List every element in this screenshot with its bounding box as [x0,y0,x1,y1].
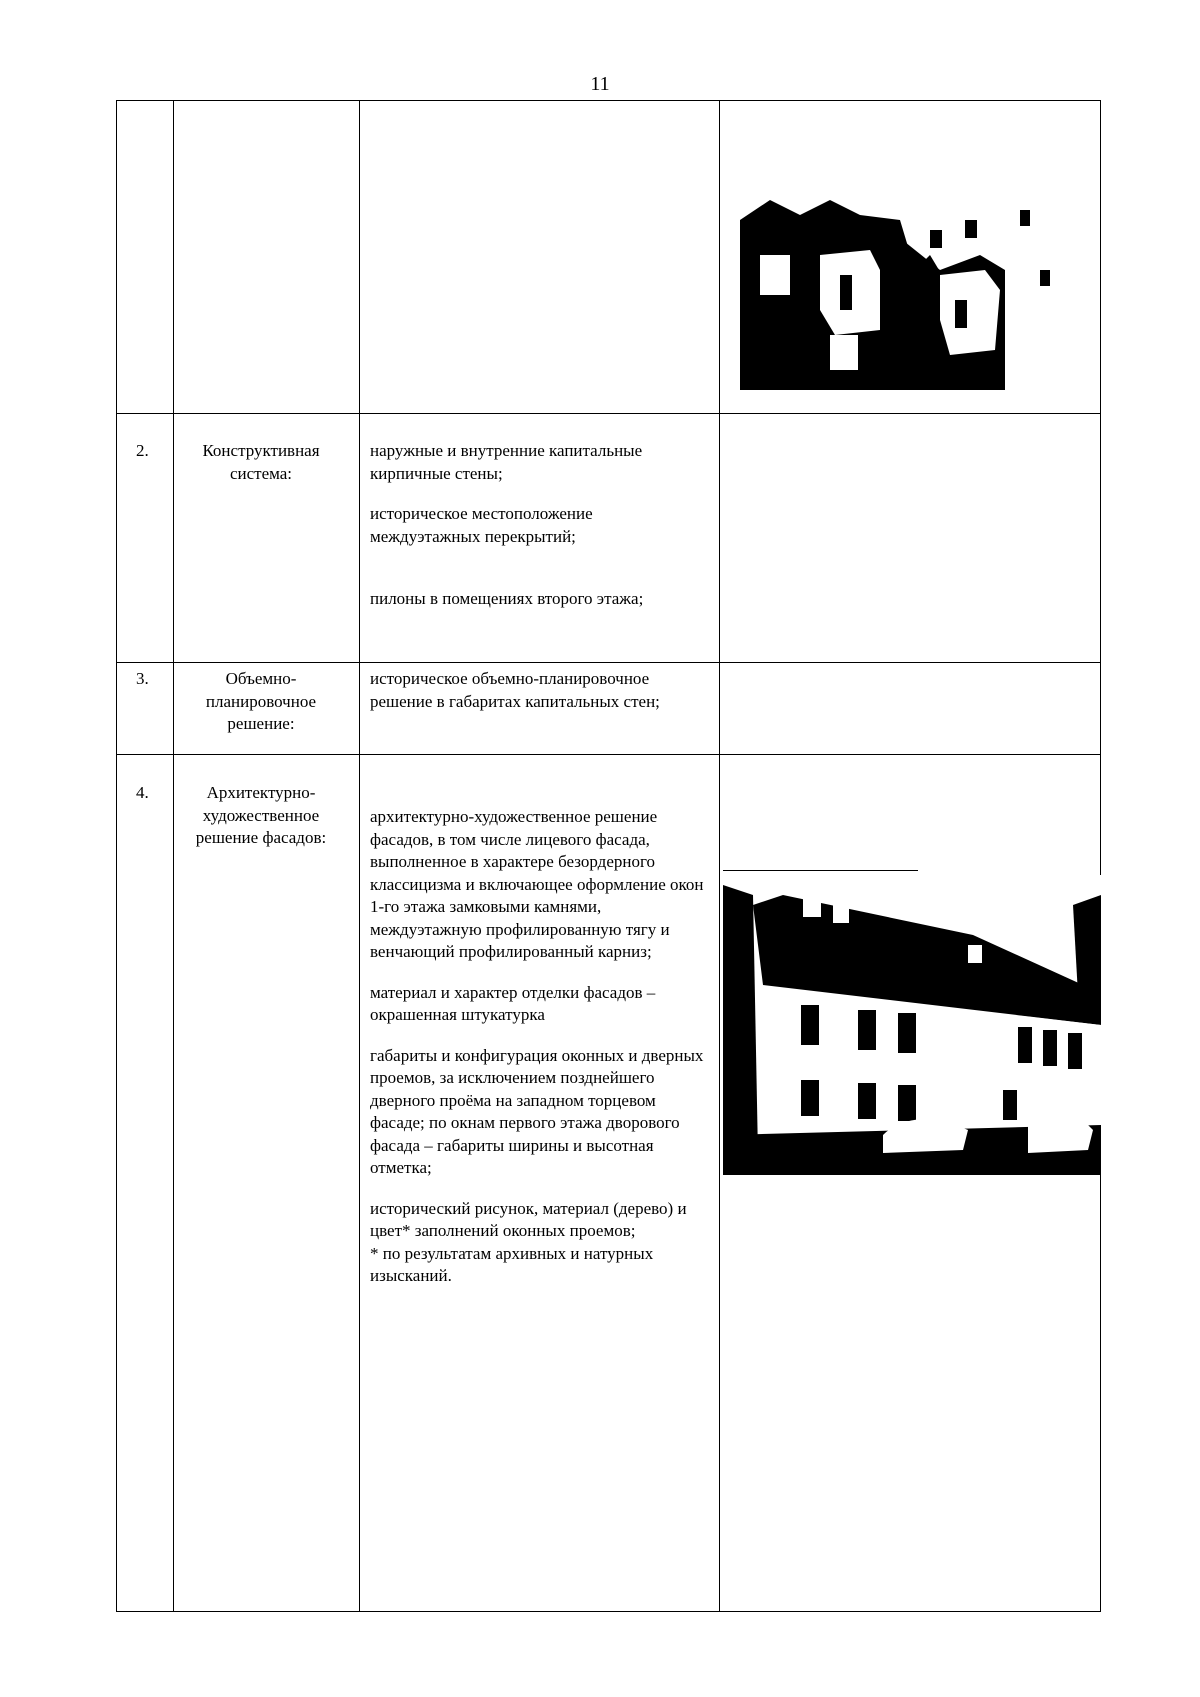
requirement-item: историческое объемно-планировочное решение в габаритах капитальных стен; [370,669,660,711]
requirement-item: наружные и внутренние капитальные кирпичные стены; [370,441,643,483]
row-requirements [370,806,705,1288]
building-photo-facade [723,875,1101,1175]
photo-frame-line [723,870,918,871]
requirements-table [116,100,1101,1612]
requirement-item: архитектурно-художественное решение фасадов, в том числе лицевого фасада, выполненное в характере безордерного классицизма и включающее оформление окон 1-го этажа замковыми камнями, междуэтажную профилированную тягу и венчающий профилированный карниз; [370,807,704,961]
requirement-item: материал и характер отделки фасадов – окрашенная штукатурка [370,982,656,1024]
building-photo-top [740,160,1090,390]
row-number: 3. [136,669,149,688]
row-requirements [370,668,705,713]
requirement-item: историческое местоположение междуэтажных перекрытий; [370,504,593,546]
requirement-item: пилоны в помещениях второго этажа; [370,589,644,608]
requirement-footnote: * по результатам архивных и натурных изысканий. [370,1243,654,1285]
row-name: Архитектурно-художественное решение фасадов: [195,783,327,847]
row-number: 4. [136,783,149,802]
row-name: Конструктивная система: [202,441,320,483]
requirement-item: габариты и конфигурация оконных и дверных проемов, за исключением позднейшего дверного проёма на западном торцевом фасаде; по окнам первого этажа дворового фасада – габариты ширины и высотная отметка; [370,1045,704,1177]
row-name: Объемно-планировочное решение: [205,669,317,733]
row-number: 2. [136,441,149,460]
requirement-item: исторический рисунок, материал (дерево) и цвет* заполнений оконных проемов; [370,1198,687,1240]
row-requirements [370,440,705,611]
page-number: 11 [590,73,610,95]
